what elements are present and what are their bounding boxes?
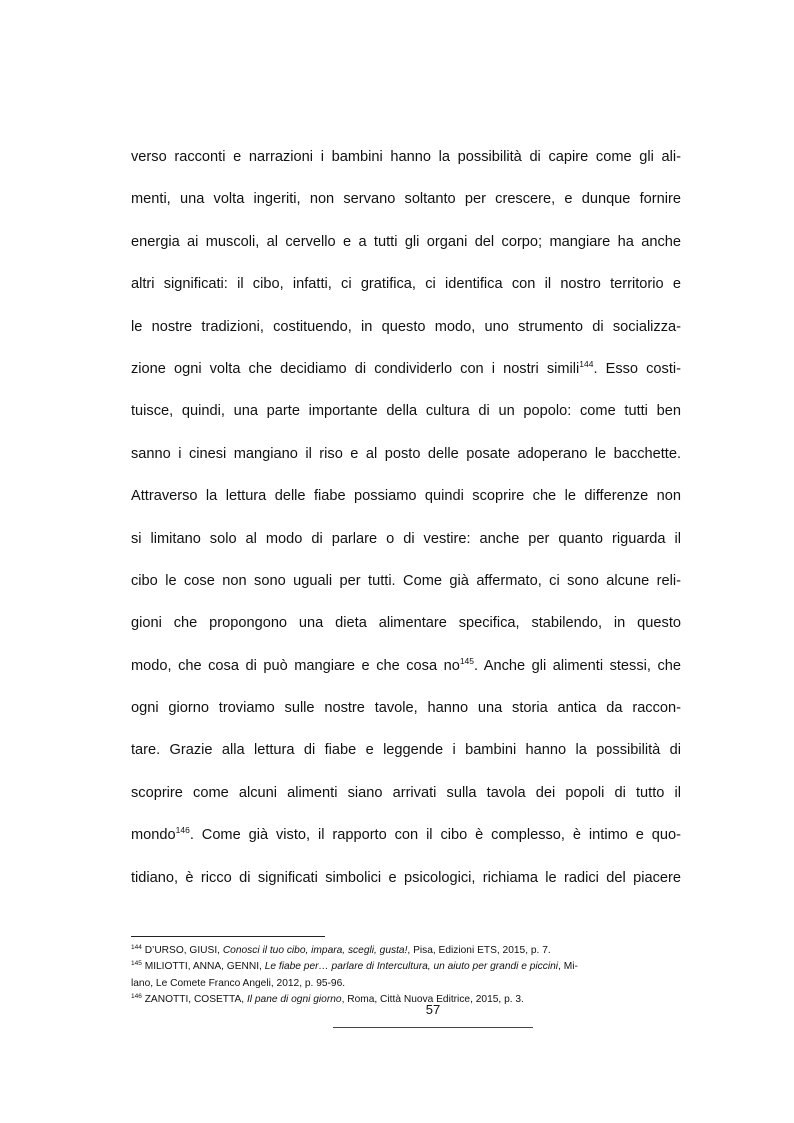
footnote-publication: , Pisa, Edizioni ETS, 2015, p. 7. [407,945,551,956]
body-line-13 [131,651,681,693]
body-line-16: scoprire come alcuni alimenti siano arrivati sulla tavola dei popoli di tutto il [131,784,681,801]
footnote-publication: , Mi- [558,961,578,973]
body-line-17-tail: . Come già visto, il rapporto con il cibo è complesso, è intimo e quo- [189,827,681,844]
page-number: 57 [425,1002,441,1017]
footnote-number: 146 [131,992,142,1000]
body-line-6-text: zione ogni volta che decidiamo di condividerlo con i nostri simili [131,360,580,377]
body-line-2: menti, una volta ingeriti, non servano soltanto per crescere, e dunque fornire [131,191,681,208]
body-line-13-text: modo, che cosa di può mangiare e che cosa no [131,657,460,674]
footnote-publication: , Roma, Città Nuova Editrice, 2015, p. 3. [341,993,524,1005]
footnote-author: MILIOTTI, ANNA, GENNI, [144,961,265,973]
body-line-15: tare. Grazie alla lettura di fiabe e leggende i bambini hanno la possibilità di [131,742,681,759]
body-paragraph [131,142,681,905]
body-line-10: si limitano solo al modo di parlare o di vestire: anche per quanto riguarda il [131,530,681,547]
body-line-17-text: mondo [131,827,176,844]
footnote-ref-145[interactable]: 145 [459,655,474,666]
body-line-11: cibo le cose non sono uguali per tutti. Come già affermato, ci sono alcune reli- [131,572,681,589]
body-line-12: gioni che propongono una dieta alimentare specifica, stabilendo, in questo [131,615,681,632]
body-line-18: tidiano, è ricco di significati simbolici e psicologici, richiama le radici del piacere [131,869,681,886]
footnote-145-continuation: lano, Le Comete Franco Angeli, 2012, p. 95-96. [131,977,346,989]
footnote-144 [131,943,661,959]
body-line-17 [131,820,681,862]
footnotes [131,943,661,1008]
body-line-4: altri significati: il cibo, infatti, ci gratifica, ci identifica con il nostro territorio e [131,276,681,293]
footnote-145 [131,959,661,975]
footnote-number: 144 [131,944,142,951]
footnote-separator [131,936,325,937]
page-number-rule [333,1027,533,1028]
footnote-title: Le fiabe per… parlare di Intercultura, un aiuto per grandi e piccini [264,961,559,973]
body-line-5: le nostre tradizioni, costituendo, in questo modo, uno strumento di socializza- [131,318,681,335]
body-line-14: ogni giorno troviamo sulle nostre tavole, hanno una storia antica da raccon- [131,700,681,717]
body-line-6-tail: . Esso costi- [593,360,681,377]
body-line-7: tuisce, quindi, una parte importante della cultura di un popolo: come tutti ben [131,403,681,420]
footnote-title: Conosci il tuo cibo, impara, scegli, gusta! [222,945,408,956]
footnote-ref-146[interactable]: 146 [175,825,190,836]
footnote-author: ZANOTTI, COSETTA, [144,993,247,1005]
footnote-author: D’URSO, GIUSI, [144,945,223,956]
body-line-9: Attraverso la lettura delle fiabe possiamo quindi scoprire che le differenze non [131,488,681,505]
body-line-3: energia ai muscoli, al cervello e a tutti gli organi del corpo; mangiare ha anche [131,233,681,250]
body-line-6 [131,354,681,396]
footnote-title: Il pane di ogni giorno [246,993,342,1005]
footnote-number: 145 [131,960,142,968]
body-line-8: sanno i cinesi mangiano il riso e al posto delle posate adoperano le bacchette. [131,445,681,462]
footnote-ref-144[interactable]: 144 [579,358,594,369]
body-line-13-tail: . Anche gli alimenti stessi, che [474,657,681,674]
body-line-1: verso racconti e narrazioni i bambini hanno la possibilità di capire come gli ali- [131,149,681,165]
